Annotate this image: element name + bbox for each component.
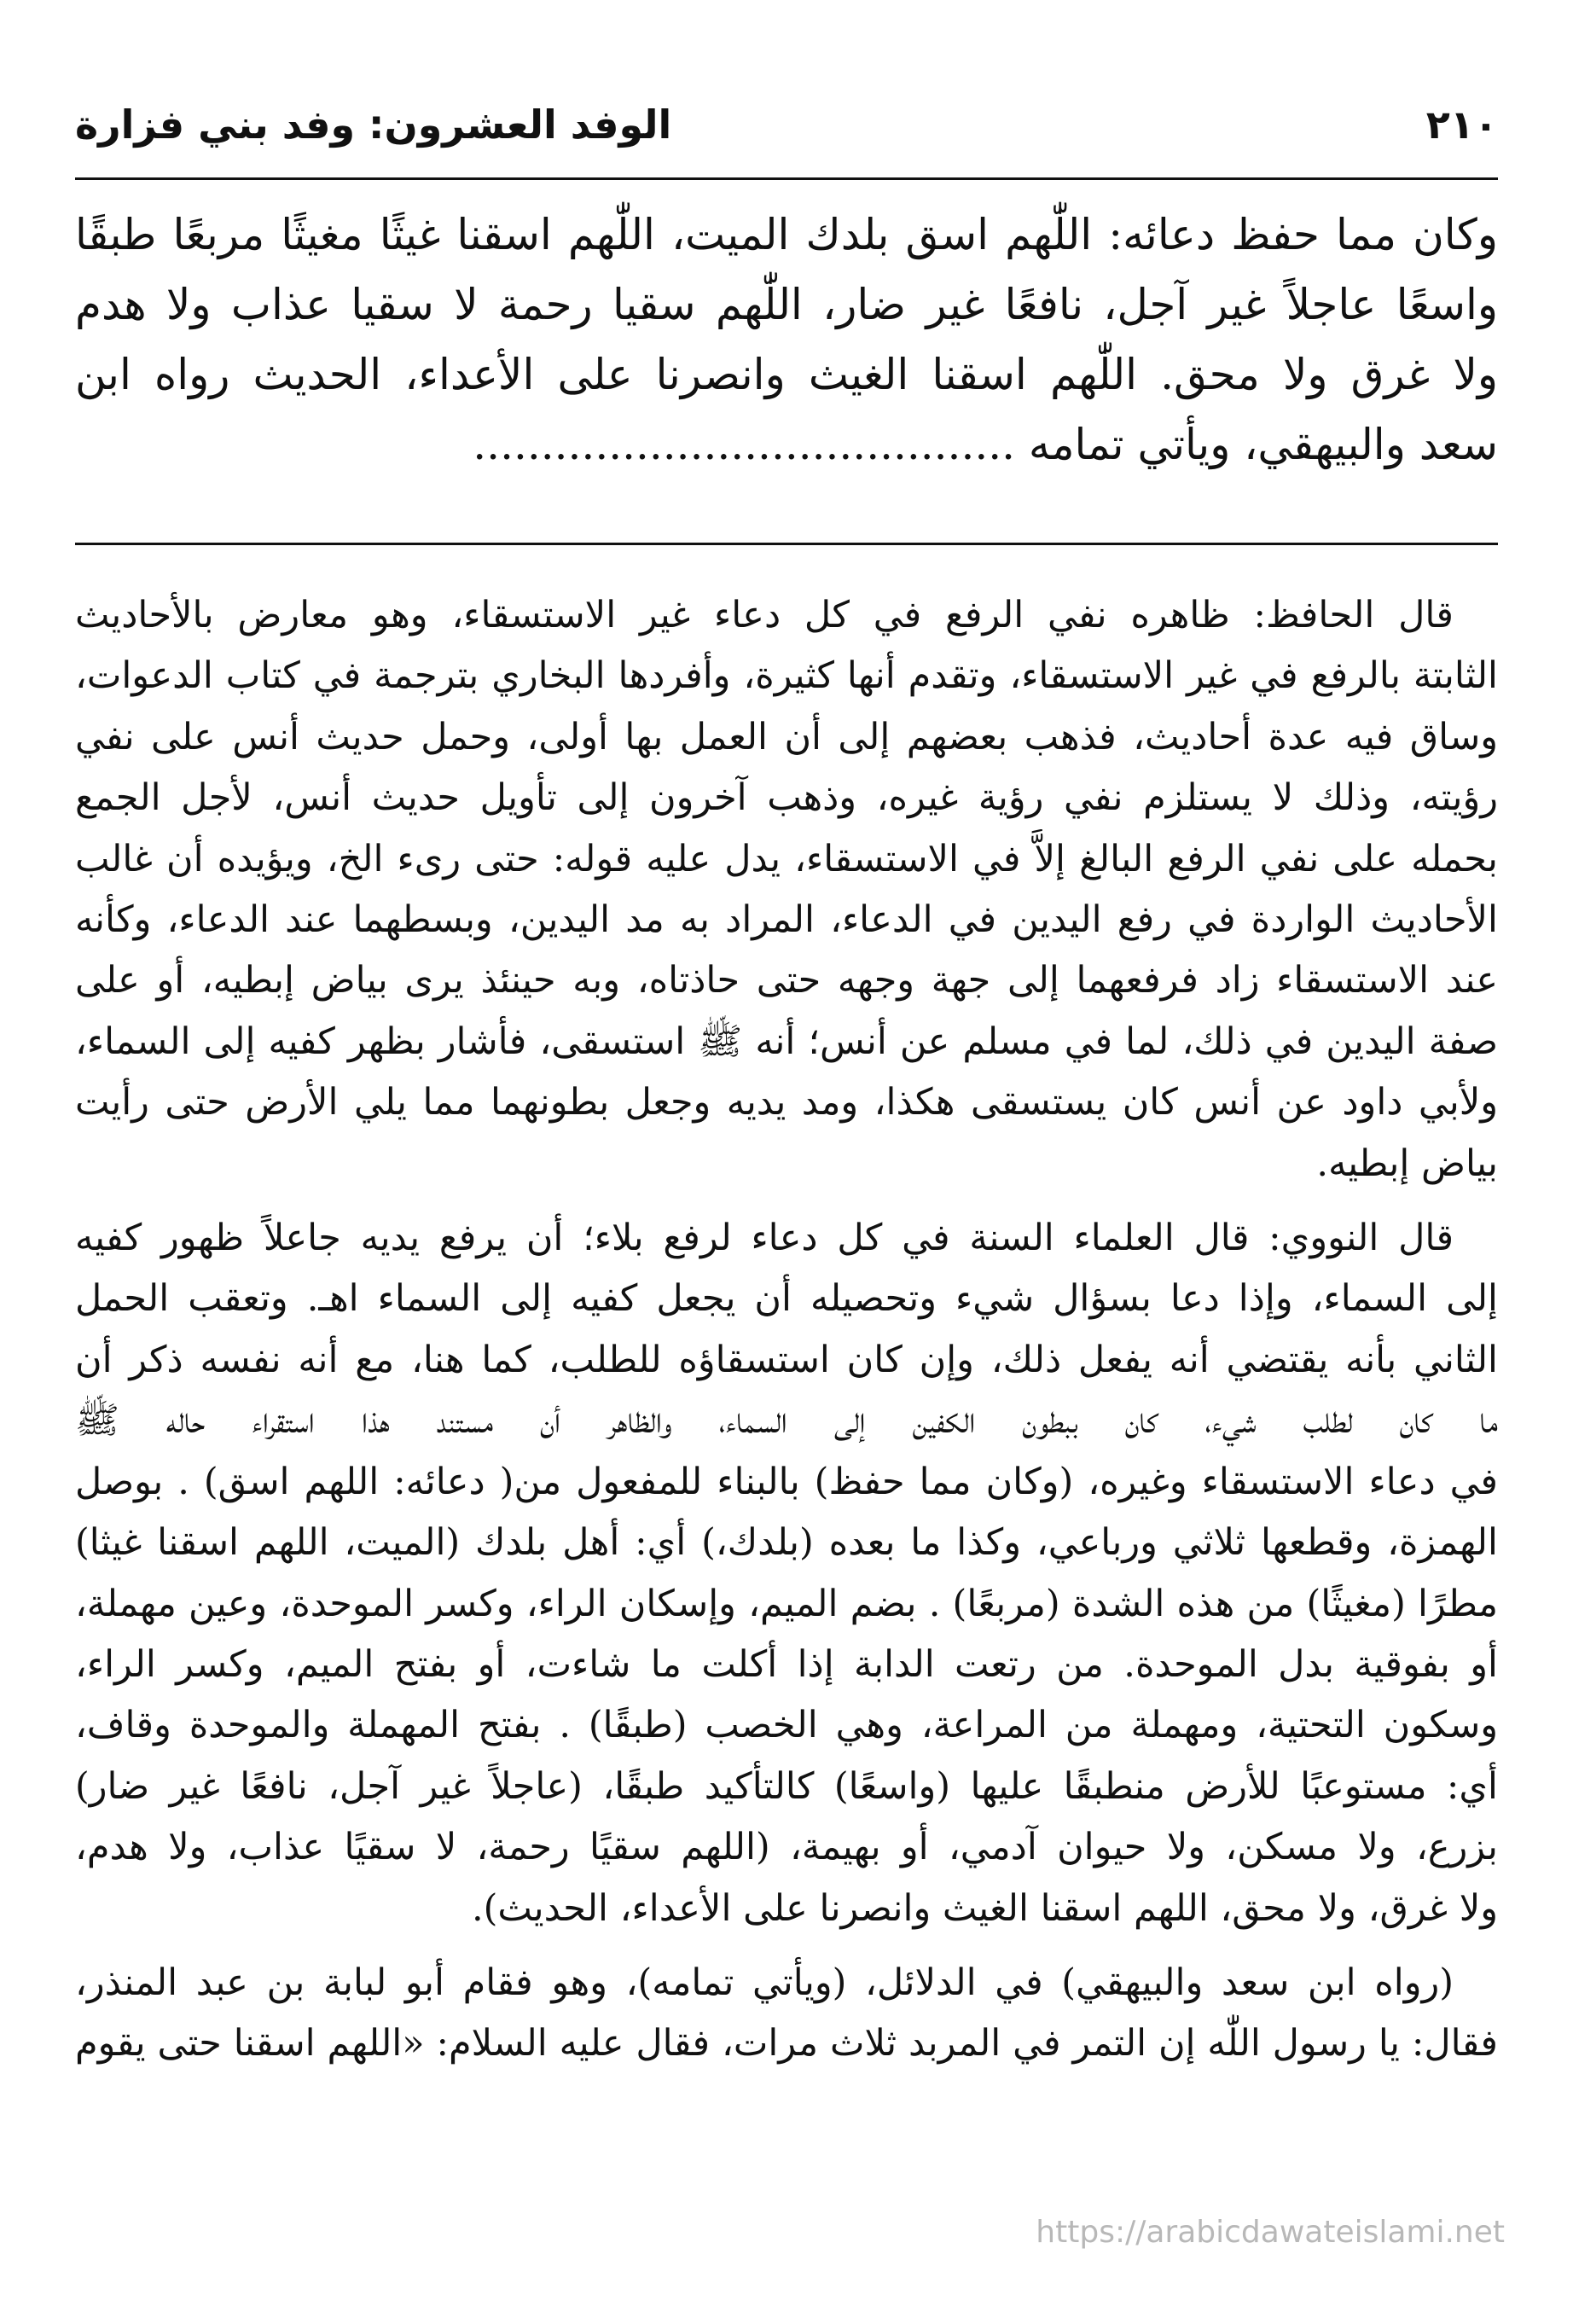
commentary-paragraph (75, 1953, 1498, 2075)
commentary-line: أي: مستوعبًا للأرض منطبقًا عليها (واسعًا) كالتأكيد طبقًا، (عاجلاً غير آجل، نافعًا غير ضار) (75, 1764, 1498, 1808)
commentary-line: وسكون التحتية، ومهملة من المراعة، وهي الخصب (طبقًا) . بفتح المهملة والموحدة وقاف، (75, 1704, 1498, 1747)
commentary (75, 585, 1498, 2089)
commentary-line: في دعاء الاستسقاء وغيره، (وكان مما حفظ) بالبناء للمفعول من( دعائه: اللهم اسق) . بوصل (75, 1460, 1498, 1503)
commentary-line: ولأبي داود عن أنس كان يستسقى هكذا، ومد يديه وجعل بطونهما مما يلي الأرض حتى رأيت (75, 1081, 1498, 1124)
commentary-line: ولا غرق، ولا محق، اللهم اسقنا الغيث وانصرنا على الأعداء، الحديث). (471, 1886, 1498, 1930)
commentary-line: الأحاديث الواردة في رفع اليدين في الدعاء، المراد به مد اليدين، وبسطهما عند الدعاء، وكأنه (75, 898, 1498, 942)
commentary-line: صفة اليدين في ذلك، لما في مسلم عن أنس؛ أنه ﷺ استسقى، فأشار بظهر كفيه إلى السماء، (75, 1020, 1498, 1063)
commentary-divider (75, 543, 1498, 545)
commentary-line: إلى السماء، وإذا دعا بسؤال شيء وتحصيله أن يجعل كفيه إلى السماء اهـ. وتعقب الحمل (75, 1277, 1498, 1321)
page-header (75, 82, 1498, 167)
main-text-line: وكان مما حفظ دعائه: اللّٰهم اسق بلدك الميت، اللّٰهم اسقنا غيثًا مغيثًا مربعًا طبقًا (75, 210, 1498, 259)
commentary-line: الثاني بأنه يقتضي أنه يفعل ذلك، وإن كان استسقاؤه للطلب، كما هنا، مع أنه نفسه ذكر أن (75, 1338, 1498, 1381)
commentary-line: رؤيته، وذلك لا يستلزم نفي رؤية غيره، وذهب آخرون إلى تأويل حديث أنس، لأجل الجمع (75, 776, 1498, 820)
main-text-line: سعد والبيهقي، ويأتي تمامه ........................................ (473, 420, 1498, 469)
commentary-line: عند الاستسقاء زاد فرفعهما إلى جهة وجهه حتى حاذتاه، وبه حينئذ يرى بياض إبطيه، أو على (75, 959, 1498, 1002)
page-number: ٢١٠ (1425, 102, 1498, 148)
source-watermark: https://arabicdawateislami.net (1036, 2215, 1505, 2250)
commentary-line: فقال: يا رسول اللّٰه إن التمر في المربد ثلاث مرات، فقال عليه السلام: «اللهم اسقنا حتى يقوم (75, 2022, 1498, 2065)
commentary-line: قال الحافظ: ظاهره نفي الرفع في كل دعاء غير الاستسقاء، وهو معارض بالأحاديث (75, 594, 1454, 636)
commentary-line: مطرًا (مغيثًا) من هذه الشدة (مربعًا) . بضم الميم، وإسكان الراء، وكسر الموحدة، وعين مهملة، (75, 1582, 1498, 1625)
commentary-line: أو بفوقية بدل الموحدة. من رتعت الدابة إذا أكلت ما شاءت، أو بفتح الميم، وكسر الراء، (75, 1642, 1498, 1686)
commentary-line: بحمله على نفي الرفع البالغ إلاَّ في الاستسقاء، يدل عليه قوله: حتى رىء الخ، ويؤيده أن غالب (75, 837, 1498, 880)
running-title: الوفد العشرون: وفد بني فزارة (75, 102, 672, 148)
main-text-line: واسعًا عاجلاً غير آجل، نافعًا غير ضار، اللّٰهم سقيا رحمة لا سقيا عذاب ولا هدم (75, 280, 1498, 329)
commentary-line: ما كان لطلب شيء، كان ببطون الكفين إلى السماء، والظاهر أن مستند هذا استقراء حاله ﷺ (75, 1399, 1498, 1443)
commentary-line: وساق فيه عدة أحاديث، فذهب بعضهم إلى أن العمل بها أولى، وحمل حديث أنس على نفي (75, 715, 1498, 758)
main-text-line: ولا غرق ولا محق. اللّٰهم اسقنا الغيث وانصرنا على الأعداء، الحديث رواه ابن (75, 350, 1498, 399)
commentary-line: بياض إبطيه. (1316, 1142, 1498, 1185)
commentary-line: (رواه ابن سعد والبيهقي) في الدلائل، (ويأتي تمامه)، وهو فقام أبو لبابة بن عبد المنذر، (75, 1961, 1454, 2004)
commentary-line: قال النووي: قال العلماء السنة في كل دعاء لرفع بلاء؛ أن يرفع يديه جاعلاً ظهور كفيه (75, 1217, 1454, 1260)
commentary-paragraph (75, 1208, 1498, 1939)
header-divider (75, 177, 1498, 180)
book-page (75, 82, 1498, 2300)
commentary-line: الهمزة، وقطعها ثلاثي ورباعي، وكذا ما بعده (بلدك،) أي: أهل بلدك (الميت، اللهم اسقنا غيثا) (75, 1521, 1498, 1565)
commentary-line: الثابتة بالرفع في غير الاستسقاء، وتقدم أنها كثيرة، وأفردها البخاري بترجمة في كتاب الدعوات، (75, 654, 1498, 698)
commentary-paragraph (75, 585, 1498, 1194)
main-text (75, 200, 1498, 479)
commentary-line: بزرع، ولا مسكن، ولا حيوان آدمي، أو بهيمة، (اللهم سقيًا رحمة، لا سقيًا عذاب، ولا هدم، (75, 1826, 1498, 1869)
